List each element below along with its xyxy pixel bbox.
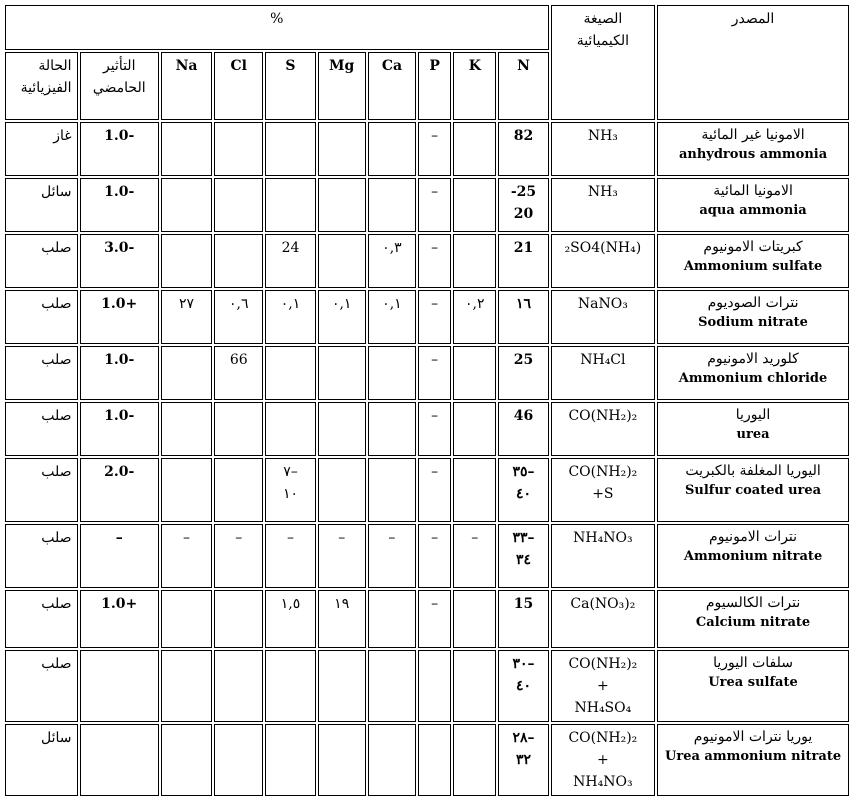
source-cell bbox=[657, 234, 849, 288]
element-cell-na bbox=[161, 650, 212, 722]
element-cell-k bbox=[453, 234, 496, 288]
element-cell-mg bbox=[318, 122, 366, 176]
element-cell-k bbox=[453, 724, 496, 796]
element-value: –٣٠ bbox=[512, 656, 535, 672]
acid-effect-cell: +1.0 bbox=[80, 590, 159, 648]
formula-cell bbox=[551, 346, 655, 400]
element-cell-n bbox=[498, 724, 548, 796]
element-value: ٠,٣ bbox=[382, 240, 402, 256]
acid-effect-cell bbox=[80, 724, 159, 796]
table-row bbox=[5, 650, 849, 722]
source-arabic: نترات الكالسيوم bbox=[705, 595, 801, 611]
element-value: – bbox=[286, 530, 294, 546]
header-source bbox=[657, 5, 849, 120]
element-value: ٠,١ bbox=[280, 296, 301, 312]
header-element-p: P bbox=[418, 52, 451, 120]
element-cell-cl bbox=[214, 458, 263, 522]
element-value: ٤٠ bbox=[515, 678, 532, 694]
element-value: –٣٣ bbox=[512, 530, 535, 546]
source-arabic: الامونيا غير المائية bbox=[701, 127, 805, 143]
element-cell-n bbox=[498, 590, 548, 648]
element-cell-cl bbox=[214, 524, 263, 588]
element-value: ١,٥ bbox=[280, 596, 301, 612]
element-value: 20 bbox=[513, 206, 534, 222]
element-cell-n bbox=[498, 122, 548, 176]
element-cell-n bbox=[498, 402, 548, 456]
acid-effect-cell: -1.0 bbox=[80, 402, 159, 456]
acid-effect-cell: – bbox=[80, 524, 159, 588]
element-cell-ca bbox=[368, 178, 416, 232]
source-cell bbox=[657, 290, 849, 344]
source-cell bbox=[657, 724, 849, 796]
element-cell-k bbox=[453, 458, 496, 522]
source-cell bbox=[657, 178, 849, 232]
source-arabic: كلوريد الامونيوم bbox=[707, 351, 799, 367]
element-value: – bbox=[431, 296, 439, 312]
element-cell-cl bbox=[214, 234, 263, 288]
source-english: Sulfur coated urea bbox=[685, 483, 822, 498]
formula-line: NaNO₃ bbox=[577, 296, 628, 312]
element-value: 24 bbox=[281, 240, 300, 256]
element-cell-ca bbox=[368, 590, 416, 648]
element-cell-p bbox=[418, 650, 451, 722]
element-cell-na bbox=[161, 346, 212, 400]
physical-state-cell: غاز bbox=[5, 122, 78, 176]
acid-effect-cell bbox=[80, 650, 159, 722]
element-cell-n bbox=[498, 524, 548, 588]
element-cell-ca bbox=[368, 346, 416, 400]
element-cell-cl bbox=[214, 178, 263, 232]
source-cell bbox=[657, 590, 849, 648]
element-cell-s bbox=[265, 650, 315, 722]
element-value: 66 bbox=[229, 352, 248, 368]
element-value: ٠,٢ bbox=[465, 296, 485, 312]
acid-effect-cell: +1.0 bbox=[80, 290, 159, 344]
element-cell-mg bbox=[318, 590, 366, 648]
source-english: Ammonium chloride bbox=[678, 371, 828, 386]
formula-cell bbox=[551, 724, 655, 796]
element-cell-ca bbox=[368, 234, 416, 288]
formula-cell bbox=[551, 122, 655, 176]
source-english: Calcium nitrate bbox=[695, 615, 811, 630]
element-cell-p bbox=[418, 234, 451, 288]
element-cell-n bbox=[498, 290, 548, 344]
header-element-na: Na bbox=[161, 52, 212, 120]
element-cell-na bbox=[161, 122, 212, 176]
element-cell-n bbox=[498, 178, 548, 232]
element-cell-ca bbox=[368, 724, 416, 796]
header-percent bbox=[5, 5, 549, 50]
element-cell-mg bbox=[318, 650, 366, 722]
formula-line: CO(NH₂)₂ +S bbox=[568, 464, 638, 502]
element-value: – bbox=[183, 530, 191, 546]
table-row bbox=[5, 402, 849, 456]
element-cell-na bbox=[161, 590, 212, 648]
table-row bbox=[5, 178, 849, 232]
element-cell-k bbox=[453, 524, 496, 588]
formula-line: NH₃ bbox=[587, 184, 618, 200]
element-value: –٣٥ bbox=[512, 464, 535, 480]
header-element-cl: Cl bbox=[214, 52, 263, 120]
element-cell-k bbox=[453, 346, 496, 400]
source-cell bbox=[657, 524, 849, 588]
element-value: ٤٠ bbox=[515, 486, 532, 502]
element-cell-mg bbox=[318, 178, 366, 232]
element-cell-s bbox=[265, 590, 315, 648]
formula-line: CO(NH₂)₂ bbox=[568, 656, 638, 672]
element-cell-cl bbox=[214, 402, 263, 456]
element-cell-k bbox=[453, 590, 496, 648]
element-value: ٣٢ bbox=[515, 752, 532, 768]
element-value: – bbox=[431, 530, 439, 546]
element-cell-k bbox=[453, 178, 496, 232]
formula-line: Ca(NO₃)₂ bbox=[570, 596, 636, 612]
table-row bbox=[5, 290, 849, 344]
table-row bbox=[5, 590, 849, 648]
formula-line: NH₄NO₃ bbox=[573, 774, 633, 790]
element-value: 46 bbox=[513, 408, 534, 424]
element-cell-cl bbox=[214, 122, 263, 176]
element-cell-p bbox=[418, 590, 451, 648]
table-row bbox=[5, 346, 849, 400]
formula-cell bbox=[551, 234, 655, 288]
physical-state-cell: صلب bbox=[5, 402, 78, 456]
element-cell-n bbox=[498, 458, 548, 522]
element-cell-ca bbox=[368, 402, 416, 456]
element-value: –٧ bbox=[283, 464, 298, 480]
element-cell-mg bbox=[318, 524, 366, 588]
header-element-k: K bbox=[453, 52, 496, 120]
element-cell-na bbox=[161, 178, 212, 232]
physical-state-cell: صلب bbox=[5, 290, 78, 344]
physical-state-cell: صلب bbox=[5, 458, 78, 522]
formula-cell bbox=[551, 178, 655, 232]
source-english: Ammonium nitrate bbox=[683, 549, 823, 564]
element-cell-s bbox=[265, 122, 315, 176]
element-cell-na bbox=[161, 524, 212, 588]
element-cell-mg bbox=[318, 458, 366, 522]
element-value: – bbox=[431, 128, 439, 144]
element-cell-na bbox=[161, 290, 212, 344]
element-value: – bbox=[471, 530, 479, 546]
physical-state-cell: سائل bbox=[5, 724, 78, 796]
element-cell-k bbox=[453, 402, 496, 456]
source-arabic: كبريتات الامونيوم bbox=[703, 239, 803, 255]
element-value: 21 bbox=[513, 240, 534, 256]
header-element-n: N bbox=[498, 52, 548, 120]
source-cell bbox=[657, 346, 849, 400]
formula-cell bbox=[551, 402, 655, 456]
element-value: – bbox=[431, 408, 439, 424]
formula-line: (NH₄)₂SO4 bbox=[564, 240, 642, 256]
physical-state-cell: صلب bbox=[5, 524, 78, 588]
element-value: – bbox=[431, 464, 439, 480]
source-arabic: سلفات اليوريا bbox=[713, 655, 793, 671]
element-value: – bbox=[388, 530, 396, 546]
element-cell-mg bbox=[318, 724, 366, 796]
element-cell-p bbox=[418, 524, 451, 588]
source-arabic: يوريا نترات الامونيوم bbox=[693, 729, 813, 745]
element-cell-n bbox=[498, 346, 548, 400]
formula-cell bbox=[551, 590, 655, 648]
source-english: Ammonium sulfate bbox=[683, 259, 823, 274]
table-row bbox=[5, 724, 849, 796]
header-source-label: المصدر bbox=[731, 11, 775, 27]
source-arabic: نترات الصوديوم bbox=[707, 295, 799, 311]
element-value: ١٠ bbox=[282, 486, 298, 502]
element-cell-mg bbox=[318, 402, 366, 456]
element-cell-n bbox=[498, 650, 548, 722]
element-cell-s bbox=[265, 234, 315, 288]
header-formula-line1: الصيغة bbox=[583, 11, 623, 27]
element-value: ١٩ bbox=[334, 596, 350, 612]
acid-effect-cell: -1.0 bbox=[80, 178, 159, 232]
element-cell-p bbox=[418, 122, 451, 176]
source-arabic: نترات الامونيوم bbox=[709, 529, 798, 545]
formula-line: NH₃ bbox=[587, 128, 618, 144]
element-cell-mg bbox=[318, 346, 366, 400]
element-cell-ca bbox=[368, 524, 416, 588]
source-cell bbox=[657, 122, 849, 176]
source-english: anhydrous ammonia bbox=[678, 147, 828, 162]
formula-line: NH₄Cl bbox=[580, 352, 626, 368]
element-cell-s bbox=[265, 524, 315, 588]
element-cell-s bbox=[265, 724, 315, 796]
source-arabic: الامونيا المائية bbox=[713, 183, 793, 199]
source-cell bbox=[657, 458, 849, 522]
element-cell-cl bbox=[214, 590, 263, 648]
element-value: ٠,١ bbox=[382, 296, 402, 312]
element-cell-na bbox=[161, 234, 212, 288]
header-acid bbox=[80, 52, 159, 120]
header-state bbox=[5, 52, 78, 120]
element-value: ٢٧ bbox=[179, 296, 195, 312]
element-value: – bbox=[431, 184, 439, 200]
element-cell-na bbox=[161, 724, 212, 796]
element-cell-s bbox=[265, 346, 315, 400]
element-value: –٢٨ bbox=[512, 730, 535, 746]
element-cell-k bbox=[453, 122, 496, 176]
element-cell-k bbox=[453, 290, 496, 344]
physical-state-cell: سائل bbox=[5, 178, 78, 232]
element-cell-p bbox=[418, 402, 451, 456]
element-cell-ca bbox=[368, 122, 416, 176]
formula-cell bbox=[551, 524, 655, 588]
table-row bbox=[5, 122, 849, 176]
element-value: ١٦ bbox=[515, 296, 532, 312]
acid-effect-cell: -3.0 bbox=[80, 234, 159, 288]
element-cell-s bbox=[265, 290, 315, 344]
element-cell-cl bbox=[214, 290, 263, 344]
element-cell-mg bbox=[318, 234, 366, 288]
element-cell-p bbox=[418, 178, 451, 232]
element-cell-ca bbox=[368, 458, 416, 522]
physical-state-cell: صلب bbox=[5, 590, 78, 648]
source-english: aqua ammonia bbox=[699, 203, 807, 218]
element-cell-na bbox=[161, 458, 212, 522]
physical-state-cell: صلب bbox=[5, 346, 78, 400]
element-cell-k bbox=[453, 650, 496, 722]
formula-line: + bbox=[597, 678, 609, 694]
element-cell-p bbox=[418, 346, 451, 400]
acid-effect-cell: -1.0 bbox=[80, 122, 159, 176]
table-row bbox=[5, 458, 849, 522]
formula-line: + bbox=[597, 752, 609, 768]
header-element-ca: Ca bbox=[368, 52, 416, 120]
element-cell-na bbox=[161, 402, 212, 456]
header-percent-label: % bbox=[270, 11, 284, 27]
element-value: ٠,١ bbox=[331, 296, 352, 312]
element-value: – bbox=[338, 530, 346, 546]
source-arabic: اليوريا المغلفة بالكبريت bbox=[685, 463, 821, 479]
element-value: 15 bbox=[513, 596, 534, 612]
element-cell-cl bbox=[214, 346, 263, 400]
element-value: ٣٤ bbox=[515, 552, 532, 568]
source-cell bbox=[657, 402, 849, 456]
header-state-line1: الحالة bbox=[38, 58, 72, 74]
element-cell-ca bbox=[368, 290, 416, 344]
element-cell-n bbox=[498, 234, 548, 288]
formula-cell bbox=[551, 650, 655, 722]
source-english: Urea ammonium nitrate bbox=[665, 749, 842, 764]
source-english: urea bbox=[736, 427, 770, 442]
header-element-s: S bbox=[265, 52, 315, 120]
element-value: 25- bbox=[510, 184, 537, 200]
formula-cell bbox=[551, 458, 655, 522]
acid-effect-cell: -2.0 bbox=[80, 458, 159, 522]
physical-state-cell: صلب bbox=[5, 234, 78, 288]
element-value: ٠,٦ bbox=[229, 296, 249, 312]
table-row bbox=[5, 234, 849, 288]
element-cell-p bbox=[418, 458, 451, 522]
header-element-mg: Mg bbox=[318, 52, 366, 120]
formula-line: NH₄SO₄ bbox=[574, 700, 632, 716]
table-body bbox=[5, 5, 849, 796]
source-english: Urea sulfate bbox=[708, 675, 798, 690]
element-cell-s bbox=[265, 402, 315, 456]
element-cell-s bbox=[265, 178, 315, 232]
element-cell-s bbox=[265, 458, 315, 522]
formula-cell bbox=[551, 290, 655, 344]
fertilizer-table bbox=[3, 3, 851, 798]
header-state-line2: الفيزيائية bbox=[20, 80, 72, 96]
header-acid-line1: التأثير bbox=[102, 58, 136, 74]
physical-state-cell: صلب bbox=[5, 650, 78, 722]
source-arabic: اليوريا bbox=[735, 407, 771, 423]
formula-line: CO(NH₂)₂ bbox=[568, 408, 638, 424]
element-value: – bbox=[431, 596, 439, 612]
formula-line: CO(NH₂)₂ bbox=[568, 730, 638, 746]
element-cell-mg bbox=[318, 290, 366, 344]
element-cell-ca bbox=[368, 650, 416, 722]
element-value: – bbox=[431, 240, 439, 256]
element-value: – bbox=[431, 352, 439, 368]
element-value: – bbox=[235, 530, 243, 546]
element-cell-cl bbox=[214, 650, 263, 722]
acid-effect-cell: -1.0 bbox=[80, 346, 159, 400]
formula-line: NH₄NO₃ bbox=[573, 530, 633, 546]
table-row bbox=[5, 524, 849, 588]
header-formula bbox=[551, 5, 655, 120]
source-english: Sodium nitrate bbox=[698, 315, 808, 330]
source-cell bbox=[657, 650, 849, 722]
element-cell-cl bbox=[214, 724, 263, 796]
header-formula-line2: الكيميائية bbox=[576, 33, 630, 49]
element-cell-p bbox=[418, 724, 451, 796]
header-row-top bbox=[5, 5, 849, 50]
header-acid-line2: الحامضي bbox=[92, 80, 146, 96]
element-cell-p bbox=[418, 290, 451, 344]
element-value: 25 bbox=[513, 352, 534, 368]
element-value: 82 bbox=[513, 128, 534, 144]
